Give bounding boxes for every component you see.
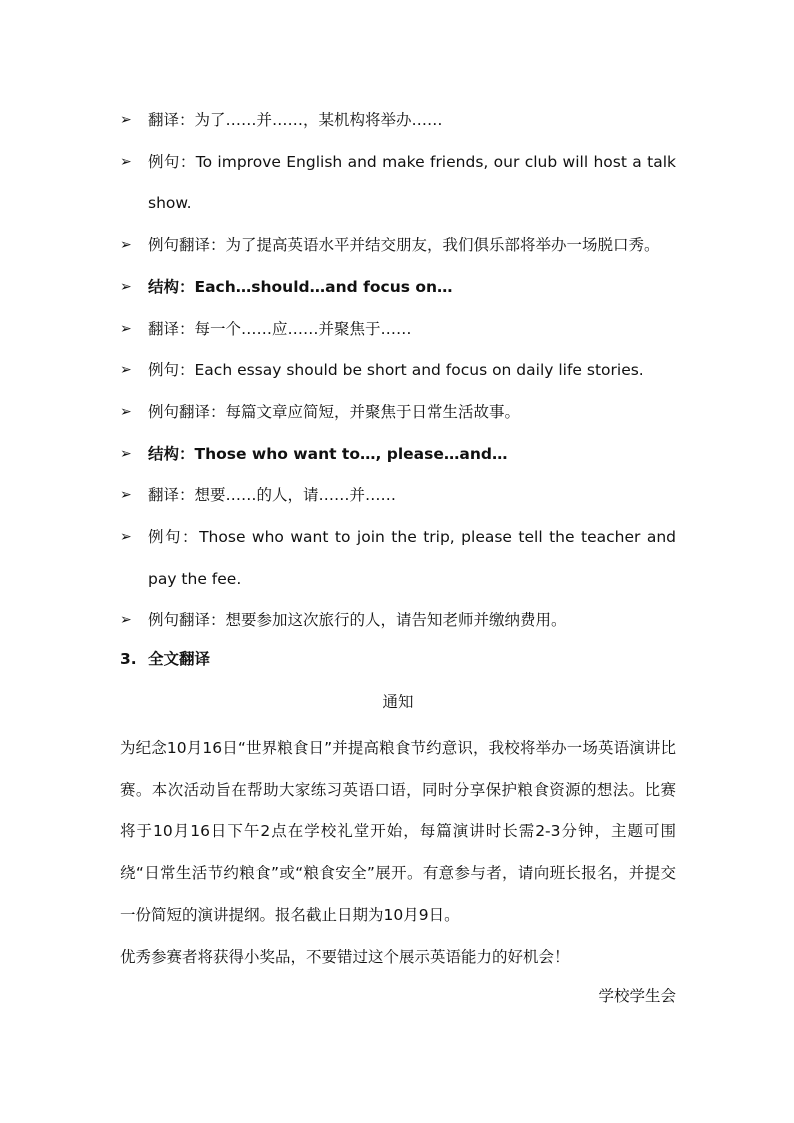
- list-item: [120, 392, 676, 434]
- structure-list: [120, 100, 676, 642]
- list-item: [120, 100, 676, 142]
- notice-paragraph: 优秀参赛者将获得小奖品，不要错过这个展示英语能力的好机会！: [120, 947, 570, 966]
- section-title: 全文翻译: [148, 650, 211, 668]
- section-number: 3.: [120, 650, 137, 668]
- list-item-text: 例句：Those who want to join the trip, please tell the teacher and pay the fee.: [148, 528, 676, 588]
- arrow-bullet-icon: ➢: [120, 112, 132, 128]
- notice-body: [120, 728, 676, 978]
- list-item-text: 例句翻译：想要参加这次旅行的人，请告知老师并缴纳费用。: [148, 611, 567, 630]
- list-item-structure: [120, 434, 676, 476]
- list-item-text: 例句翻译：为了提高英语水平并结交朋友，我们俱乐部将举办一场脱口秀。: [148, 236, 660, 255]
- list-item-text: 翻译：为了……并……，某机构将举办……: [148, 111, 443, 129]
- list-item: [120, 225, 676, 267]
- list-item-text: 例句：Each essay should be short and focus on daily life stories.: [148, 361, 644, 380]
- arrow-bullet-icon: ➢: [120, 529, 132, 546]
- arrow-bullet-icon: ➢: [120, 320, 132, 337]
- list-item: [120, 517, 676, 600]
- arrow-bullet-icon: ➢: [120, 445, 132, 462]
- list-item: [120, 309, 676, 351]
- notice-signature: 学校学生会: [598, 987, 676, 1005]
- arrow-bullet-icon: ➢: [120, 278, 132, 295]
- list-item-text: 例句翻译：每篇文章应简短，并聚焦于日常生活故事。: [148, 402, 521, 421]
- arrow-bullet-icon: ➢: [120, 403, 132, 420]
- list-item-text: 翻译：每一个……应……并聚焦于……: [148, 319, 412, 338]
- list-item-text: 结构：Those who want to…, please…and…: [148, 444, 508, 463]
- notice-paragraph: 为纪念10月16日“世界粮食日”并提高粮食节约意识，我校将举办一场英语演讲比赛。本次活动旨在帮助大家练习英语口语，同时分享保护粮食资源的想法。比赛将于10月16日下午2点在学校礼堂开始，每篇演讲时长需2-3分钟，主题可围绕“日常生活节约粮食”或“粮食安全”展开。有意参与者，请向班长报名，并提交一份简短的演讲提纲。报名截止日期为10月9日。: [120, 739, 676, 924]
- list-item-structure: [120, 267, 676, 309]
- list-item: [120, 142, 676, 225]
- section-heading: [120, 641, 210, 677]
- list-item: [120, 350, 676, 392]
- notice-title: 通知: [382, 693, 414, 711]
- list-item: [120, 475, 676, 517]
- list-item-text: 例句：To improve English and make friends, our club will host a talk show.: [148, 152, 676, 213]
- arrow-bullet-icon: ➢: [120, 237, 132, 254]
- arrow-bullet-icon: ➢: [120, 362, 132, 379]
- list-item-text: 结构：Each…should…and focus on…: [148, 277, 453, 296]
- arrow-bullet-icon: ➢: [120, 487, 132, 504]
- arrow-bullet-icon: ➢: [120, 612, 132, 629]
- list-item: [120, 600, 676, 642]
- arrow-bullet-icon: ➢: [120, 153, 132, 170]
- list-item-text: 翻译：想要……的人，请……并……: [148, 486, 397, 505]
